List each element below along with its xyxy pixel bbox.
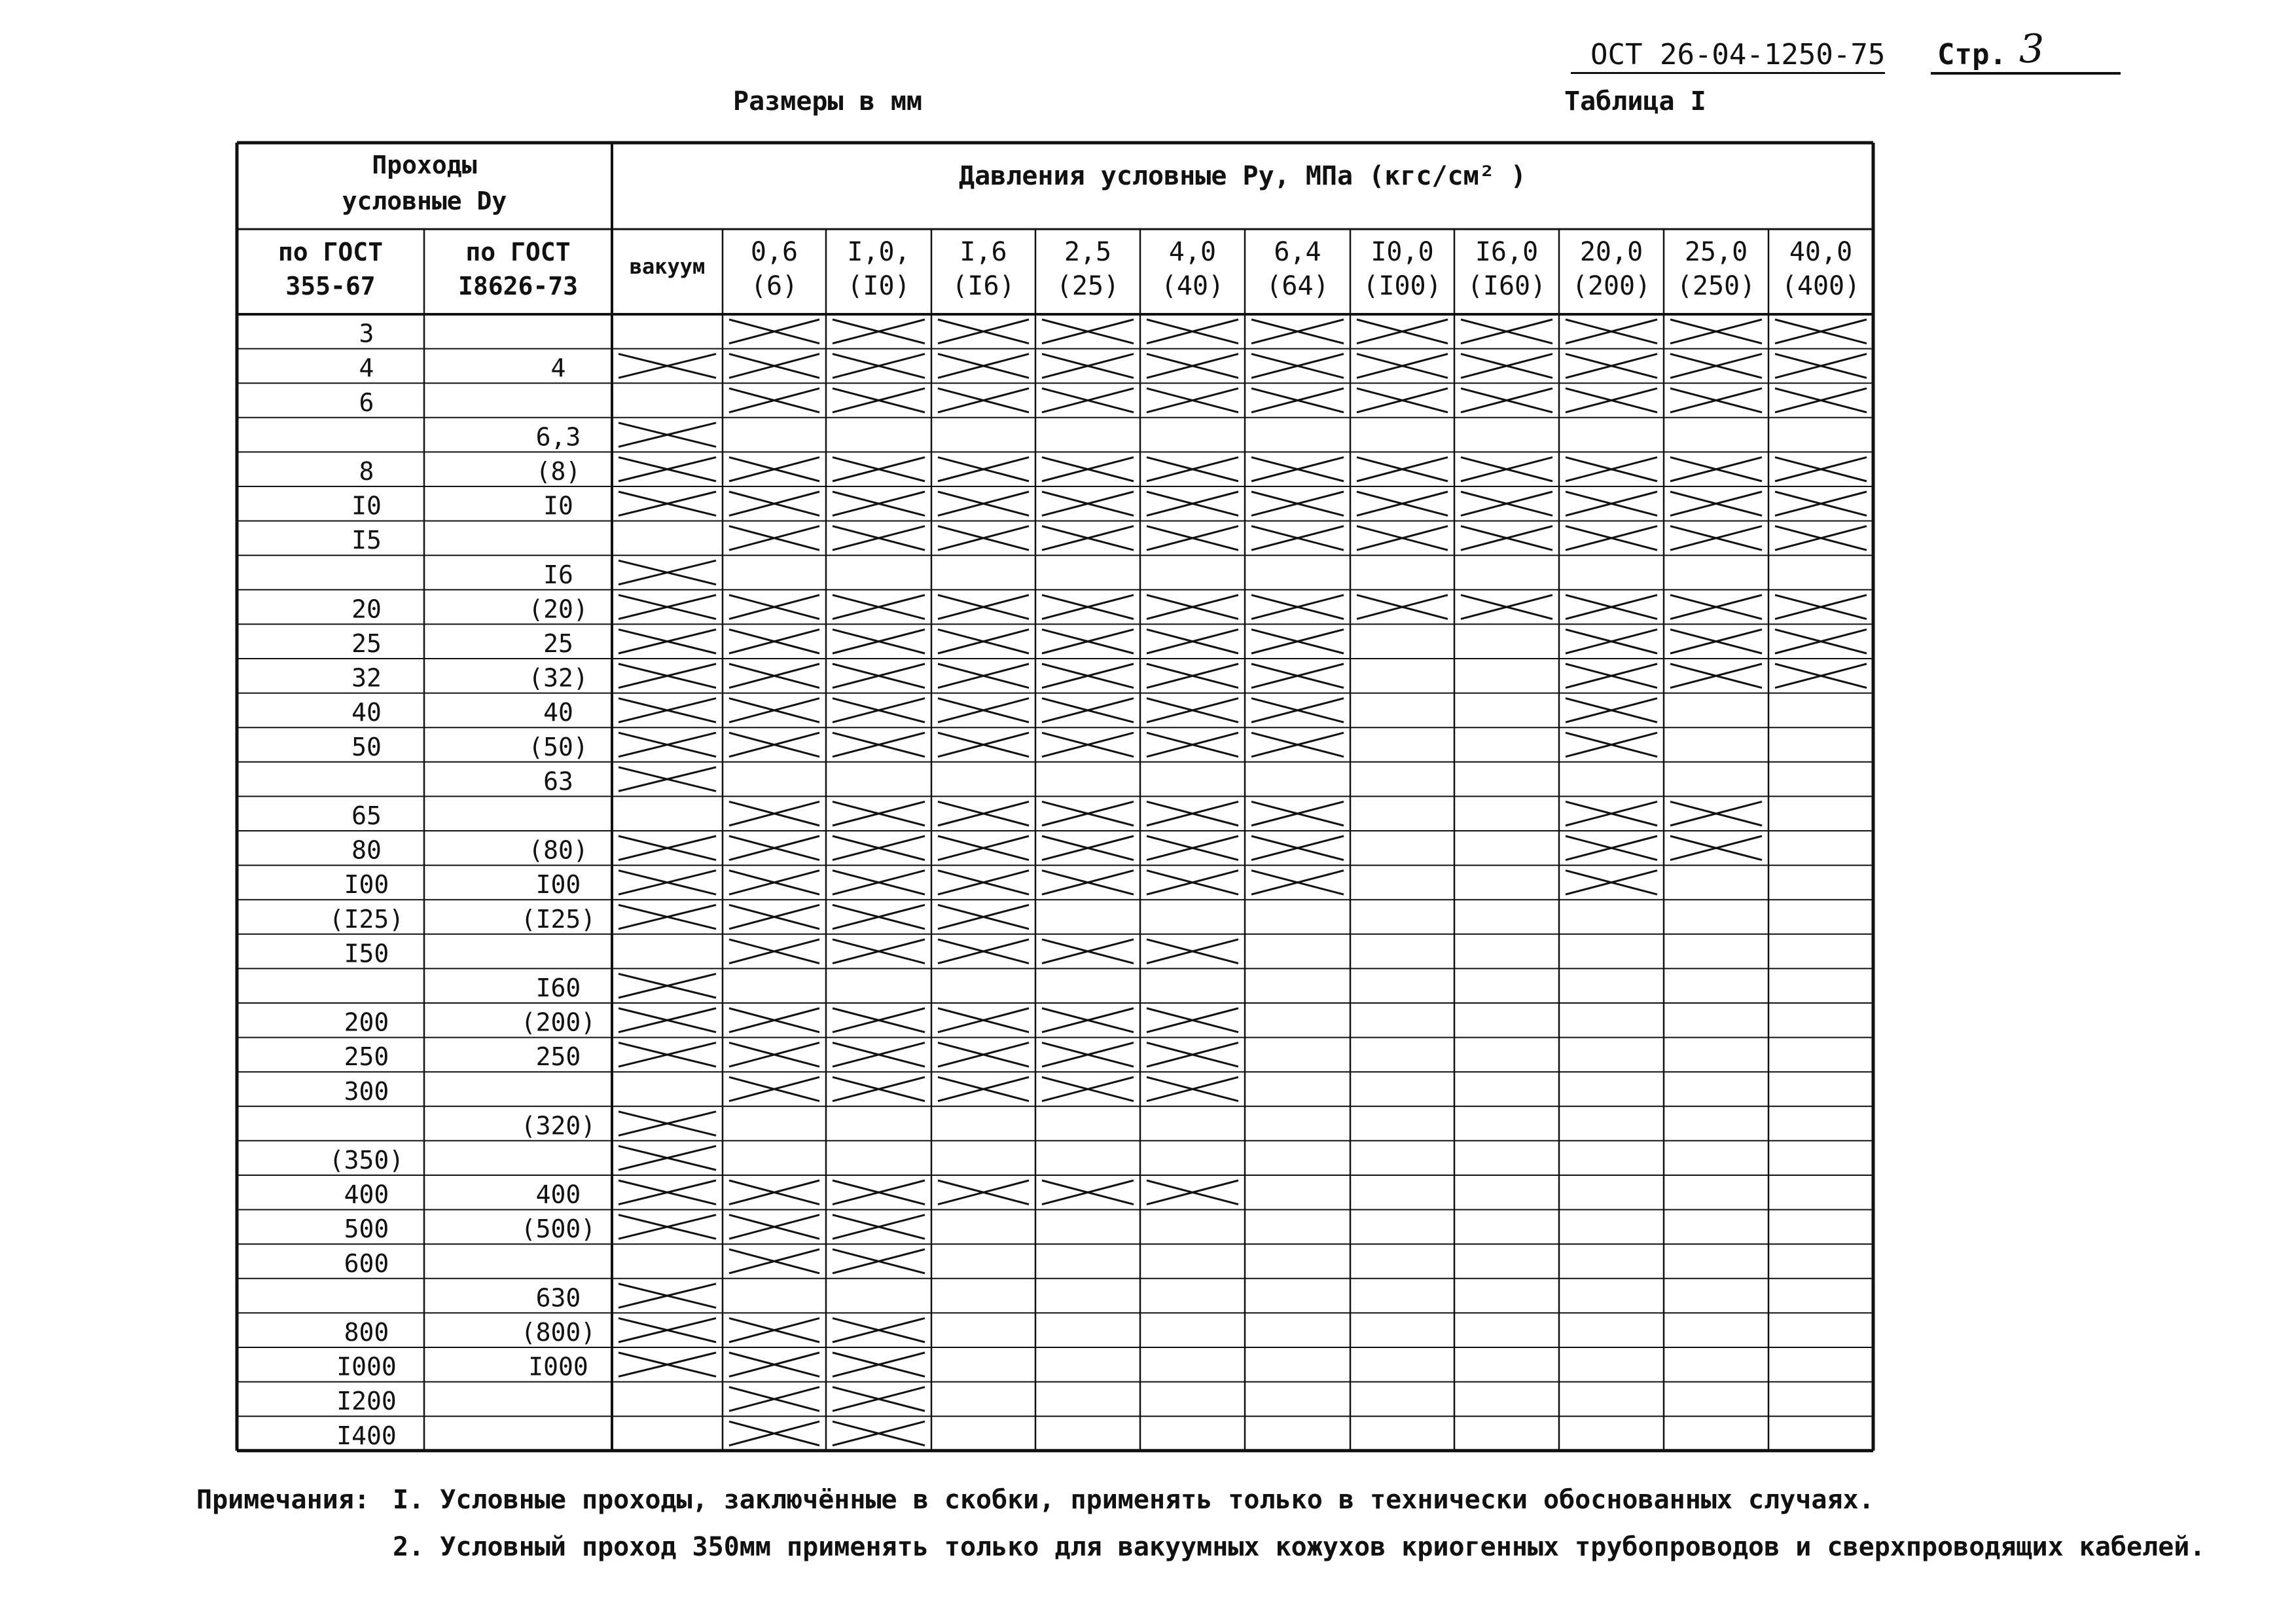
- dy-gost18626-19: I60: [535, 974, 581, 1002]
- applicability-cross: [1147, 1008, 1238, 1032]
- col-header-11-top: 20,0: [1579, 237, 1643, 267]
- note-2: 2. Условный проход 350мм применять только для вакуумных кожухов криогенных трубопроводов и сверхпроводящих кабелей.: [393, 1532, 2206, 1562]
- applicability-cross: [938, 526, 1029, 551]
- applicability-cross: [1670, 664, 1762, 688]
- applicability-cross: [938, 1077, 1029, 1101]
- applicability-cross: [1670, 457, 1762, 481]
- applicability-cross: [1147, 354, 1238, 378]
- applicability-cross: [1147, 836, 1238, 860]
- dy-gost355-6: I5: [351, 526, 382, 555]
- applicability-cross: [1251, 457, 1344, 481]
- applicability-cross: [1357, 526, 1448, 551]
- applicability-cross: [1251, 388, 1344, 412]
- col-header-13-top: 40,0: [1789, 237, 1853, 267]
- dy-gost355-15: 80: [351, 835, 382, 865]
- applicability-cross: [619, 699, 716, 723]
- dy-gost18626-15: (80): [528, 835, 588, 865]
- col-header-6-bottom: (25): [1056, 271, 1120, 301]
- applicability-cross: [729, 526, 819, 551]
- applicability-cross: [833, 1318, 925, 1342]
- applicability-cross: [729, 354, 819, 378]
- applicability-cross: [619, 1215, 716, 1239]
- applicability-cross: [1042, 1077, 1134, 1101]
- applicability-cross: [1251, 871, 1344, 895]
- applicability-cross: [1461, 388, 1552, 412]
- applicability-cross: [729, 1318, 819, 1342]
- table-number: Таблица I: [1564, 86, 1706, 117]
- applicability-cross: [619, 1318, 716, 1342]
- applicability-cross: [1042, 629, 1134, 653]
- applicability-cross: [938, 939, 1029, 964]
- applicability-cross: [1357, 457, 1448, 481]
- applicability-cross: [1566, 664, 1657, 688]
- applicability-cross: [938, 801, 1029, 826]
- col-header-2: вакуум: [629, 254, 706, 279]
- applicability-cross: [1147, 457, 1238, 481]
- applicability-cross: [833, 1215, 925, 1239]
- applicability-cross: [1147, 1180, 1238, 1205]
- note-1: I. Условные проходы, заключённые в скобки, применять только в технически обоснованных случаях.: [393, 1485, 1874, 1515]
- applicability-cross: [1042, 1008, 1134, 1032]
- applicability-cross: [1147, 699, 1238, 723]
- applicability-cross: [833, 664, 925, 688]
- applicability-cross: [729, 836, 819, 860]
- pressure-header: Давления условные Ру, МПа (кгс/см² ): [959, 161, 1526, 191]
- applicability-cross: [729, 905, 819, 929]
- applicability-cross: [1670, 388, 1762, 412]
- applicability-cross: [619, 836, 716, 860]
- dy-header-line-2: условные Dy: [342, 187, 507, 215]
- applicability-cross: [1147, 629, 1238, 653]
- applicability-cross: [1147, 595, 1238, 619]
- dy-gost18626-26: (500): [520, 1214, 596, 1244]
- dy-header-line-1: Проходы: [372, 151, 477, 179]
- applicability-cross: [619, 664, 716, 688]
- applicability-cross: [1042, 319, 1134, 344]
- applicability-cross: [729, 664, 819, 688]
- dy-gost355-4: 8: [359, 457, 374, 486]
- dy-gost18626-10: (32): [528, 663, 588, 693]
- dy-gost355-30: I000: [336, 1352, 397, 1381]
- applicability-cross: [619, 905, 716, 929]
- applicability-cross: [1042, 595, 1134, 619]
- dy-gost355-2: 6: [359, 388, 374, 417]
- applicability-cross: [619, 595, 716, 619]
- dy-gost18626-30: I000: [528, 1352, 588, 1381]
- col-header-9-top: I0,0: [1371, 237, 1434, 267]
- applicability-cross: [833, 1180, 925, 1205]
- applicability-cross: [1251, 526, 1344, 551]
- applicability-cross: [729, 388, 819, 412]
- applicability-cross: [1461, 354, 1552, 378]
- applicability-cross: [833, 871, 925, 895]
- col-header-7-top: 4,0: [1168, 237, 1217, 267]
- dy-gost355-24: (350): [329, 1146, 404, 1175]
- applicability-cross: [1147, 1077, 1238, 1101]
- dy-gost355-21: 250: [344, 1042, 389, 1072]
- applicability-cross: [833, 1008, 925, 1032]
- applicability-cross: [1566, 801, 1657, 826]
- applicability-cross: [1147, 664, 1238, 688]
- applicability-cross: [619, 1043, 716, 1067]
- applicability-cross: [938, 1043, 1029, 1067]
- applicability-cross: [729, 1421, 819, 1446]
- applicability-cross: [938, 354, 1029, 378]
- applicability-cross: [1670, 526, 1762, 551]
- dy-gost355-32: I400: [336, 1421, 397, 1450]
- col-header-0-top: по ГОСТ: [278, 238, 384, 266]
- applicability-cross: [938, 836, 1029, 860]
- dy-gost355-8: 20: [351, 594, 382, 624]
- applicability-cross: [1566, 457, 1657, 481]
- applicability-cross: [833, 457, 925, 481]
- applicability-cross: [938, 629, 1029, 653]
- applicability-cross: [1147, 319, 1238, 344]
- dy-gost18626-9: 25: [543, 629, 573, 658]
- applicability-cross: [1042, 733, 1134, 757]
- applicability-cross: [1251, 354, 1344, 378]
- applicability-cross: [1147, 388, 1238, 412]
- applicability-cross: [1251, 733, 1344, 757]
- applicability-cross: [729, 871, 819, 895]
- applicability-cross: [1461, 492, 1552, 516]
- applicability-cross: [938, 492, 1029, 516]
- dy-gost18626-20: (200): [520, 1008, 596, 1037]
- applicability-cross: [729, 1353, 819, 1377]
- applicability-cross: [1670, 801, 1762, 826]
- applicability-cross: [938, 733, 1029, 757]
- applicability-cross: [938, 1180, 1029, 1205]
- applicability-cross: [833, 492, 925, 516]
- applicability-cross: [1251, 629, 1344, 653]
- col-header-5-bottom: (I6): [952, 271, 1015, 301]
- applicability-cross: [1357, 595, 1448, 619]
- dy-gost355-20: 200: [344, 1008, 389, 1037]
- applicability-cross: [1251, 595, 1344, 619]
- dy-gost18626-13: 63: [543, 767, 573, 796]
- dy-gost18626-3: 6,3: [535, 422, 581, 452]
- applicability-cross: [1147, 871, 1238, 895]
- dy-gost18626-21: 250: [535, 1042, 581, 1072]
- applicability-cross: [1042, 388, 1134, 412]
- applicability-cross: [619, 974, 716, 998]
- applicability-cross: [1461, 595, 1552, 619]
- applicability-cross: [938, 595, 1029, 619]
- applicability-cross: [1566, 836, 1657, 860]
- col-header-9-bottom: (I00): [1363, 271, 1442, 301]
- applicability-cross: [833, 836, 925, 860]
- applicability-cross: [938, 388, 1029, 412]
- dy-gost355-31: I200: [336, 1387, 397, 1416]
- applicability-cross: [1357, 388, 1448, 412]
- applicability-cross: [1775, 664, 1867, 688]
- col-header-8-top: 6,4: [1274, 237, 1321, 267]
- col-header-12-top: 25,0: [1684, 237, 1748, 267]
- applicability-cross: [1775, 595, 1867, 619]
- dy-gost355-17: (I25): [329, 904, 404, 934]
- col-header-7-bottom: (40): [1160, 271, 1225, 301]
- dy-gost18626-5: I0: [543, 491, 573, 520]
- dy-gost355-1: 4: [359, 354, 374, 383]
- applicability-cross: [1147, 492, 1238, 516]
- applicability-cross: [1566, 629, 1657, 653]
- applicability-cross: [1775, 319, 1867, 344]
- applicability-cross: [1775, 354, 1867, 378]
- applicability-cross: [729, 457, 819, 481]
- applicability-cross: [729, 1180, 819, 1205]
- col-header-6-top: 2,5: [1064, 237, 1112, 267]
- applicability-cross: [729, 733, 819, 757]
- applicability-cross: [833, 1353, 925, 1377]
- applicability-cross: [619, 423, 716, 447]
- dy-gost18626-23: (320): [520, 1111, 596, 1140]
- applicability-cross: [938, 699, 1029, 723]
- applicability-cross: [1775, 629, 1867, 653]
- applicability-cross: [619, 1008, 716, 1032]
- applicability-cross: [1670, 595, 1762, 619]
- dy-gost18626-29: (800): [520, 1318, 596, 1347]
- dimensions-note: Размеры в мм: [733, 86, 922, 117]
- applicability-cross: [729, 1008, 819, 1032]
- dy-gost355-10: 32: [351, 663, 382, 693]
- applicability-cross: [729, 1215, 819, 1239]
- applicability-cross: [833, 939, 925, 964]
- applicability-cross: [938, 319, 1029, 344]
- applicability-cross: [1775, 526, 1867, 551]
- col-header-1-top: по ГОСТ: [465, 238, 571, 266]
- applicability-cross: [729, 319, 819, 344]
- applicability-cross: [619, 1284, 716, 1308]
- dy-gost18626-8: (20): [528, 594, 588, 624]
- applicability-cross: [1566, 354, 1657, 378]
- applicability-cross: [619, 1180, 716, 1205]
- applicability-cross: [619, 560, 716, 585]
- applicability-cross: [1042, 526, 1134, 551]
- applicability-cross: [1357, 492, 1448, 516]
- applicability-cross: [938, 664, 1029, 688]
- applicability-cross: [1670, 629, 1762, 653]
- applicability-cross: [619, 457, 716, 481]
- applicability-cross: [619, 871, 716, 895]
- applicability-cross: [1670, 319, 1762, 344]
- applicability-cross: [1775, 457, 1867, 481]
- dy-gost355-16: I00: [344, 870, 389, 900]
- applicability-cross: [1042, 871, 1134, 895]
- applicability-cross: [1566, 388, 1657, 412]
- applicability-cross: [1042, 699, 1134, 723]
- page-label: Стр.: [1937, 38, 2007, 71]
- col-header-10-top: I6,0: [1475, 237, 1539, 267]
- applicability-cross: [1042, 1043, 1134, 1067]
- applicability-cross: [619, 492, 716, 516]
- applicability-cross: [1566, 492, 1657, 516]
- applicability-cross: [1251, 664, 1344, 688]
- dy-gost355-27: 600: [344, 1249, 389, 1278]
- applicability-cross: [1566, 699, 1657, 723]
- applicability-cross: [1357, 319, 1448, 344]
- applicability-cross: [1251, 319, 1344, 344]
- applicability-cross: [729, 1387, 819, 1412]
- col-header-4-top: I,0,: [847, 237, 910, 267]
- dy-gost355-5: I0: [351, 491, 382, 520]
- applicability-cross: [1042, 664, 1134, 688]
- applicability-cross: [833, 801, 925, 826]
- dy-gost18626-11: 40: [543, 698, 573, 727]
- applicability-cross: [729, 1077, 819, 1101]
- applicability-cross: [1566, 595, 1657, 619]
- col-header-5-top: I,6: [960, 237, 1007, 267]
- applicability-cross: [1566, 319, 1657, 344]
- applicability-cross: [1251, 492, 1344, 516]
- applicability-cross: [833, 526, 925, 551]
- applicability-cross: [1251, 801, 1344, 826]
- applicability-cross: [619, 733, 716, 757]
- dy-gost355-29: 800: [344, 1318, 389, 1347]
- applicability-cross: [938, 871, 1029, 895]
- applicability-cross: [833, 905, 925, 929]
- applicability-cross: [1147, 526, 1238, 551]
- dy-gost355-0: 3: [359, 319, 374, 348]
- applicability-cross: [833, 388, 925, 412]
- applicability-cross: [1670, 492, 1762, 516]
- document-code: ОСТ 26-04-1250-75: [1590, 38, 1886, 71]
- page-number: 3: [2019, 26, 2045, 72]
- dy-gost355-9: 25: [351, 629, 382, 658]
- applicability-cross: [729, 629, 819, 653]
- applicability-cross: [1775, 492, 1867, 516]
- applicability-cross: [1147, 939, 1238, 964]
- applicability-cross: [1042, 457, 1134, 481]
- col-header-8-bottom: (64): [1266, 271, 1329, 301]
- dy-gost18626-17: (I25): [520, 904, 596, 934]
- applicability-cross: [729, 801, 819, 826]
- applicability-cross: [1251, 836, 1344, 860]
- dy-gost355-26: 500: [344, 1214, 389, 1244]
- applicability-cross: [729, 595, 819, 619]
- applicability-cross: [1042, 1180, 1134, 1205]
- applicability-cross: [729, 699, 819, 723]
- dy-gost18626-4: (8): [535, 457, 581, 486]
- applicability-cross: [1042, 354, 1134, 378]
- applicability-cross: [1357, 354, 1448, 378]
- applicability-cross: [619, 354, 716, 378]
- applicability-cross: [1042, 492, 1134, 516]
- dy-gost18626-16: I00: [535, 870, 581, 900]
- dy-gost18626-28: 630: [535, 1283, 581, 1313]
- col-header-1-bottom: I8626-73: [457, 272, 579, 301]
- applicability-cross: [1251, 699, 1344, 723]
- col-header-10-bottom: (I60): [1467, 271, 1547, 301]
- applicability-cross: [1566, 871, 1657, 895]
- applicability-cross: [1042, 836, 1134, 860]
- applicability-cross: [833, 1043, 925, 1067]
- applicability-cross: [619, 1353, 716, 1377]
- applicability-cross: [1147, 801, 1238, 826]
- applicability-cross: [833, 1249, 925, 1273]
- dy-gost18626-12: (50): [528, 732, 588, 761]
- applicability-cross: [833, 1421, 925, 1446]
- applicability-cross: [1461, 457, 1552, 481]
- applicability-cross: [1566, 526, 1657, 551]
- dy-gost355-12: 50: [351, 732, 382, 761]
- applicability-cross: [833, 699, 925, 723]
- applicability-cross: [833, 354, 925, 378]
- dy-gost355-11: 40: [351, 698, 382, 727]
- dy-gost18626-7: I6: [543, 560, 573, 589]
- col-header-0-bottom: 355-67: [285, 272, 376, 301]
- applicability-cross: [1042, 801, 1134, 826]
- applicability-cross: [619, 1112, 716, 1136]
- dy-gost355-25: 400: [344, 1180, 389, 1209]
- dy-gost355-18: I50: [344, 939, 389, 968]
- applicability-cross: [1775, 388, 1867, 412]
- dy-gost18626-1: 4: [550, 354, 566, 383]
- applicability-cross: [619, 1146, 716, 1170]
- applicability-cross: [619, 767, 716, 792]
- applicability-cross: [938, 1008, 1029, 1032]
- applicability-cross: [619, 629, 716, 653]
- applicability-cross: [938, 905, 1029, 929]
- applicability-cross: [833, 629, 925, 653]
- dy-gost355-14: 65: [351, 801, 382, 830]
- applicability-cross: [1042, 939, 1134, 964]
- applicability-cross: [833, 1077, 925, 1101]
- applicability-cross: [1147, 733, 1238, 757]
- applicability-cross: [833, 595, 925, 619]
- applicability-cross: [833, 1387, 925, 1412]
- notes-label: Примечания:: [196, 1485, 370, 1515]
- col-header-12-bottom: (250): [1676, 271, 1756, 301]
- applicability-cross: [1461, 526, 1552, 551]
- col-header-11-bottom: (200): [1571, 271, 1651, 301]
- applicability-cross: [729, 1043, 819, 1067]
- applicability-cross: [1670, 836, 1762, 860]
- dy-gost18626-25: 400: [535, 1180, 581, 1209]
- applicability-cross: [729, 492, 819, 516]
- col-header-3-top: 0,6: [750, 237, 798, 267]
- applicability-cross: [1670, 354, 1762, 378]
- applicability-cross: [1461, 319, 1552, 344]
- col-header-3-bottom: (6): [750, 271, 798, 301]
- applicability-cross: [1566, 733, 1657, 757]
- col-header-4-bottom: (I0): [847, 271, 910, 301]
- applicability-cross: [1147, 1043, 1238, 1067]
- applicability-cross: [833, 319, 925, 344]
- applicability-cross: [833, 733, 925, 757]
- dy-gost355-22: 300: [344, 1076, 389, 1106]
- applicability-cross: [729, 939, 819, 964]
- applicability-cross: [938, 457, 1029, 481]
- col-header-13-bottom: (400): [1781, 271, 1861, 301]
- applicability-cross: [729, 1249, 819, 1273]
